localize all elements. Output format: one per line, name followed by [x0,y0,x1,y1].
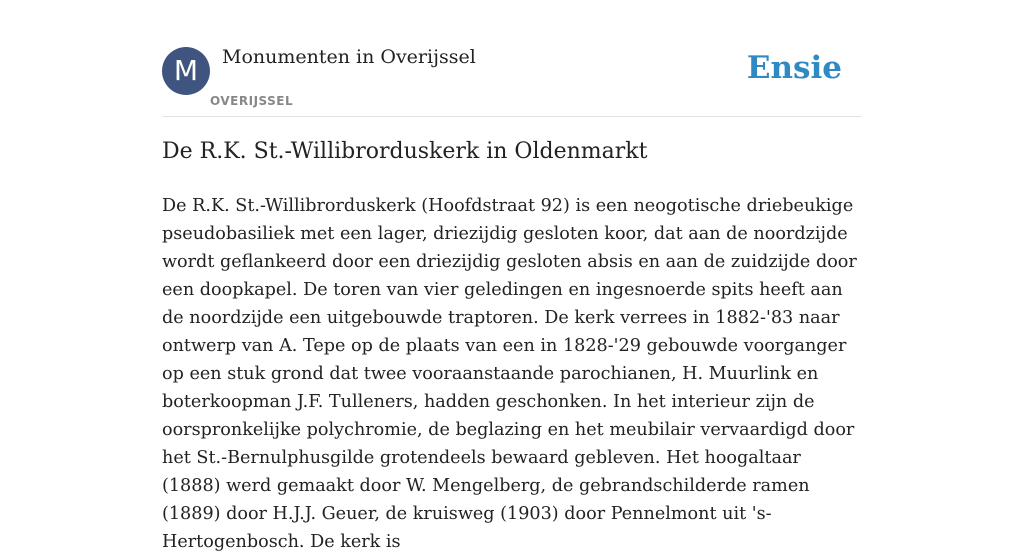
ensie-logo[interactable]: Ensie [746,50,842,86]
avatar[interactable] [162,47,210,95]
site-title[interactable]: Monumenten in Overijssel [222,46,476,68]
article-title: De R.K. St.-Willibrorduskerk in Oldenmarkt [162,139,648,164]
avatar-letter: M [173,54,199,87]
header [162,0,862,117]
article-body: De R.K. St.-Willibrorduskerk (Hoofdstraat 92) is een neogotische driebeukige pseudobasiliek met een lager, driezijdig gesloten koor, dat aan de noordzijde wordt geflankeerd door een driezijdig gesloten absis en aan de zuidzijde door een doopkapel. De toren van vier geledingen en ingesnoerde spits heeft aan de noordzijde een uitgebouwde traptoren. De kerk verrees in 1882-'83 naar ontwerp van A. Tepe op de plaats van een in 1828-'29 gebouwde voorganger op een stuk grond dat twee vooraanstaande parochianen, H. Muurlink en boterkoopman J.F. Tulleners, hadden geschonken. In het interieur zijn de oorspronkelijke polychromie, de beglazing en het meubilair vervaardigd door het St.-Bernulphusgilde grotendeels bewaard gebleven. Het hoogaltaar (1888) werd gemaakt door W. Mengelberg, de gebrandschilderde ramen (1889) door H.J.J. Geuer, de kruisweg (1903) door Pennelmont uit 's-Hertogenbosch. De kerk is [162,196,857,552]
category-label[interactable]: OVERIJSSEL [210,94,294,108]
